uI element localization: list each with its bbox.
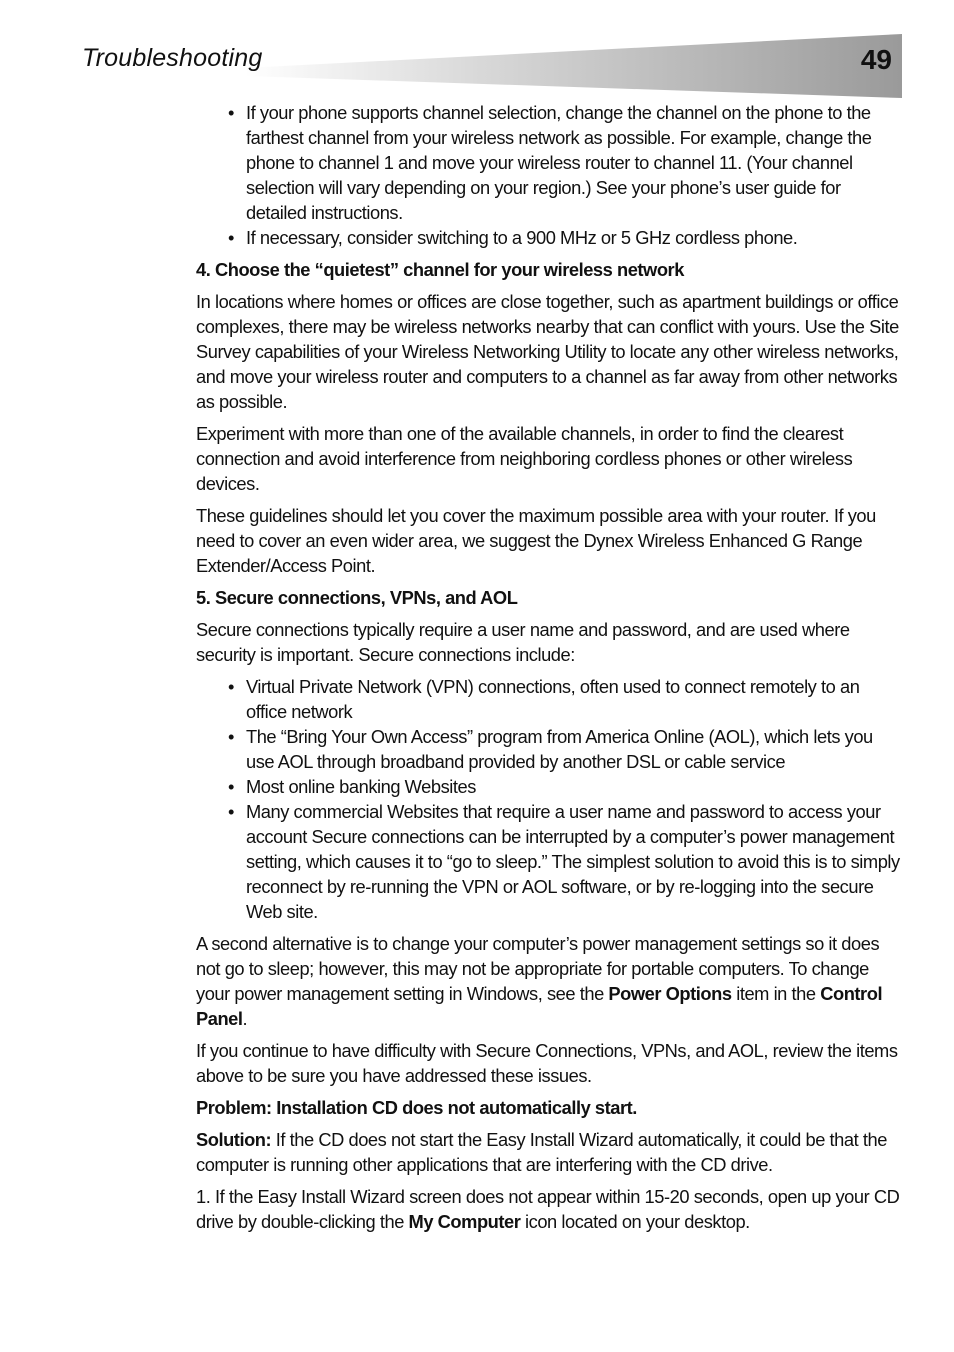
page-body [196,100,902,1241]
section-heading-4: 4. Choose the “quietest” channel for your wireless network [196,259,684,280]
list-item: • If necessary, consider switching to a 900 MHz or 5 GHz cordless phone. [246,225,902,250]
section-title: Troubleshooting [82,44,263,72]
text-run: icon located on your desktop. [520,1211,750,1232]
problem-text: Problem: Installation CD does not automatically start. [196,1097,637,1118]
paragraph: In locations where homes or offices are close together, such as apartment buildings or office complexes, there may be wireless networks nearby that can conflict with yours. Use the Site Survey capabilities of your Wireless Networking Utility to locate any other wireless networks, and move your wireless router and computers to a channel as far away from other networks as possible. [196,291,899,412]
control-panel-term: Control Panel [196,983,883,1029]
list-item: • Most online banking Websites [246,774,902,799]
page-header [0,0,954,110]
secure-connections-list [196,674,902,924]
paragraph: These guidelines should let you cover the maximum possible area with your router. If you need to cover an even wider area, we suggest the Dynex Wireless Enhanced G Range Extender/Access Point. [196,505,876,576]
solution-paragraph [196,1127,902,1177]
paragraph: If you continue to have difficulty with Secure Connections, VPNs, and AOL, review the items above to be sure you have addressed these issues. [196,1040,898,1086]
list-item: • If your phone supports channel selection, change the channel on the phone to the farthest channel from your wireless network as possible. For example, change the phone to channel 1 and move your wireless router to channel 11. (Your channel selection will vary depending on your region.) See your phone’s user guide for detailed instructions. [246,100,902,225]
my-computer-term: My Computer [408,1211,521,1232]
paragraph: Secure connections typically require a user name and password, and are used where security is important. Secure connections include: [196,619,850,665]
power-options-term: Power Options [608,983,732,1004]
list-item: • Many commercial Websites that require a user name and password to access your account Secure connections can be interrupted by a computer’s power management setting, which causes it to “go to sleep.” The simplest solution to avoid this is to simply reconnect by re-running the VPN or AOL software, or by re-logging into the secure Web site. [246,799,902,924]
section-heading-5: 5. Secure connections, VPNs, and AOL [196,587,518,608]
list-item: • Virtual Private Network (VPN) connections, often used to connect remotely to an office network [246,674,902,724]
paragraph-power-options [196,931,902,1031]
text-run: A second alternative is to change your computer’s power management settings so it does not go to sleep; however, this may not be appropriate for portable computers. To change your power management setting in Windows, see the [196,933,880,1004]
step-1-paragraph [196,1184,902,1234]
page-number: 49 [860,44,892,75]
paragraph: Experiment with more than one of the available channels, in order to find the clearest connection and avoid interference from neighboring cordless phones or other wireless devices. [196,423,853,494]
problem-heading [196,1095,902,1120]
text-run: 1. If the Easy Install Wizard screen does not appear within 15-20 seconds, open up your CD drive by double-clicking the [196,1186,900,1232]
text-run: item in the [731,983,821,1004]
phone-tips-list [196,100,902,250]
list-item: • The “Bring Your Own Access” program from America Online (AOL), which lets you use AOL through broadband provided by another DSL or cable service [246,724,902,774]
solution-text: If the CD does not start the Easy Install Wizard automatically, it could be that the computer is running other applications that are interfering with the CD drive. [196,1129,887,1175]
text-run: . [242,1008,248,1029]
solution-label: Solution: [196,1129,272,1150]
